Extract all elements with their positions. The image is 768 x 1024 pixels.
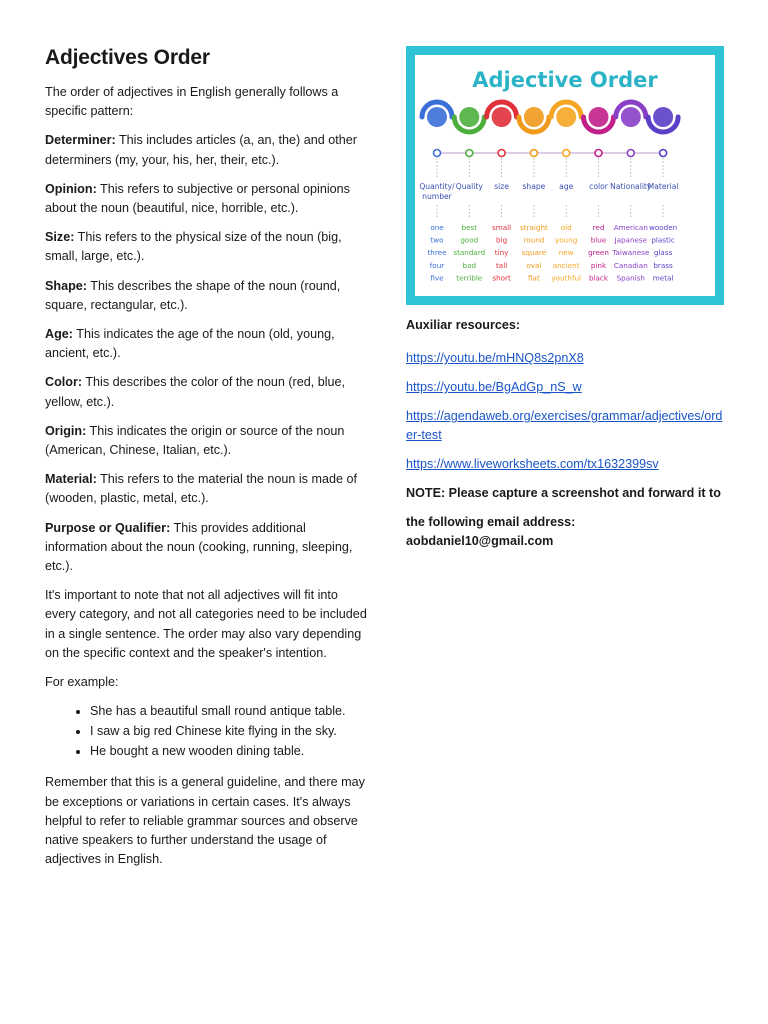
example-word: straight (519, 223, 548, 232)
example-word: metal (652, 273, 674, 283)
category-material (45, 470, 370, 508)
category-term: Material: (45, 472, 97, 487)
note-line: NOTE: Please capture a screenshot and forward it to (406, 486, 721, 501)
example-word: bad (462, 260, 477, 270)
example-item: • I saw a big red Chinese kite flying in the sky. (90, 722, 370, 742)
example-word: four (429, 260, 445, 270)
resource-link[interactable]: https://youtu.be/BgAdGp_nS_w (406, 380, 582, 395)
example-word: youthful (551, 273, 582, 283)
category-term: Opinion: (45, 181, 97, 196)
timeline-dot (498, 150, 505, 157)
example-word: square (521, 248, 547, 258)
example-word: glass (653, 248, 673, 258)
category-term: Origin: (45, 423, 87, 438)
example-word: ancient (552, 260, 580, 270)
example-word: tall (495, 260, 508, 270)
category-term: Purpose or Qualifier: (45, 520, 171, 535)
category-determiner (45, 131, 370, 169)
category-term: Age: (45, 327, 73, 342)
category-size (45, 228, 370, 266)
timeline-dot (530, 150, 537, 157)
example-word: five (430, 273, 444, 283)
category-term: Color: (45, 375, 83, 390)
column-header: Material (647, 182, 679, 191)
category-text: This describes the shape of the noun (round, square, rectangular, etc.). (45, 278, 341, 312)
category-term: Shape: (45, 278, 87, 293)
category-opinion (45, 180, 370, 218)
example-word: two (430, 235, 444, 245)
column-header: shape (522, 182, 546, 191)
example-word: Japanese (614, 235, 648, 245)
example-word: new (558, 248, 574, 258)
example-word: red (592, 223, 605, 232)
category-text: This refers to subjective or personal opinions about the noun (beautiful, nice, horrible, etc.). (45, 181, 350, 216)
example-word: three (427, 248, 447, 258)
intro-paragraph: The order of adjectives in English generally follows a specific pattern: (45, 85, 339, 119)
timeline-dot (563, 150, 570, 157)
category-color (45, 373, 370, 411)
page-title: Adjectives Order (45, 46, 210, 69)
category-text: This includes articles (a, an, the) and other determiners (my, your, his, her, their, etc.). (45, 133, 357, 167)
globe-icon (621, 107, 641, 127)
example-word: young (555, 235, 578, 245)
example-word: round (523, 235, 545, 245)
example-item: • She has a beautiful small round antique table. (90, 702, 370, 722)
timeline-dot (466, 150, 473, 157)
resource-link[interactable]: https://agendaweb.org/exercises/grammar/adjectives/order-test (406, 409, 723, 443)
example-word: standard (453, 248, 486, 258)
column-header: age (559, 182, 574, 191)
adjective-order-infographic (406, 46, 724, 305)
column-header: Nationality (610, 182, 652, 191)
example-word: big (496, 235, 508, 245)
example-word: plastic (651, 235, 675, 245)
example-word: black (588, 273, 609, 283)
category-text: This refers to the material the noun is made of (wooden, plastic, metal, etc.). (45, 472, 357, 506)
example-word: tiny (494, 248, 509, 258)
example-word: green (588, 248, 609, 258)
example-list (45, 702, 370, 761)
category-purpose (45, 519, 370, 577)
example-word: best (461, 223, 478, 232)
category-text: This describes the color of the noun (red, blue, yellow, etc.). (45, 375, 346, 409)
column-header: number (422, 192, 452, 201)
example-word: flat (528, 273, 540, 283)
note-email-line: the following email address: aobdaniel10@gmail.com (406, 515, 576, 549)
category-text: This indicates the origin or source of the noun (American, Chinese, Italian, etc.). (45, 423, 345, 458)
side-column (406, 46, 724, 561)
resource-link[interactable]: https://youtu.be/mHNQ8s2pnX8 (406, 351, 584, 366)
category-term: Size: (45, 230, 75, 245)
category-text: This indicates the age of the noun (old, young, ancient, etc.). (45, 327, 335, 361)
infographic-canvas (415, 55, 715, 296)
example-word: Spanish (616, 273, 645, 283)
timeline-dot (434, 150, 441, 157)
resource-link[interactable]: https://www.liveworksheets.com/tx1632399sv (406, 457, 659, 472)
category-origin (45, 422, 370, 460)
category-age (45, 325, 370, 363)
example-word: wooden (648, 223, 678, 232)
thumbs-up-icon (459, 107, 479, 127)
category-term: Determiner: (45, 133, 116, 148)
example-word: terrible (456, 273, 483, 283)
timeline-dot (595, 150, 602, 157)
category-text: This refers to the physical size of the noun (big, small, large, etc.). (45, 230, 342, 264)
person-running-icon (556, 107, 576, 127)
example-word: short (492, 273, 511, 283)
column-header: size (494, 182, 509, 191)
column-header: Quantity/ (419, 182, 455, 191)
example-word: Canadian (613, 260, 648, 270)
column-header: Quality (455, 182, 483, 191)
infographic-title: Adjective Order (472, 68, 658, 92)
example-label: For example: (45, 675, 119, 690)
example-word: blue (590, 235, 607, 245)
resources-title: Auxiliar resources: (406, 318, 521, 332)
column-header: color (589, 182, 608, 191)
numbers-icon (427, 107, 447, 127)
example-word: American (613, 223, 648, 232)
color-wheel-icon (589, 107, 609, 127)
example-word: old (560, 223, 572, 232)
example-word: good (460, 235, 479, 245)
example-word: small (492, 223, 512, 232)
note-paragraph: It's important to note that not all adjectives will fit into every category, and not all categories need to be included in a single sentence. The order may also vary depending on the specific context and the speaker's intention. (45, 588, 367, 660)
timeline-dot (660, 150, 667, 157)
example-word: oval (526, 260, 542, 270)
example-item: • He bought a new wooden dining table. (90, 742, 370, 762)
shapes-icon (524, 107, 544, 127)
example-word: one (430, 223, 444, 232)
resize-icon (492, 107, 512, 127)
example-word: Taiwanese (612, 248, 650, 258)
closing-paragraph: Remember that this is a general guideline, and there may be exceptions or variations in certain cases. It's always helpful to refer to reliable grammar sources and observe native speakers to further understand the usage of adjectives in English. (45, 775, 365, 867)
category-text: This provides additional information about the noun (cooking, running, sleeping, etc.). (45, 520, 353, 574)
example-word: pink (590, 260, 607, 270)
category-shape (45, 277, 370, 315)
timeline-dot (627, 150, 634, 157)
example-word: brass (653, 260, 673, 270)
wood-log-icon (653, 107, 673, 127)
main-column (45, 46, 370, 879)
